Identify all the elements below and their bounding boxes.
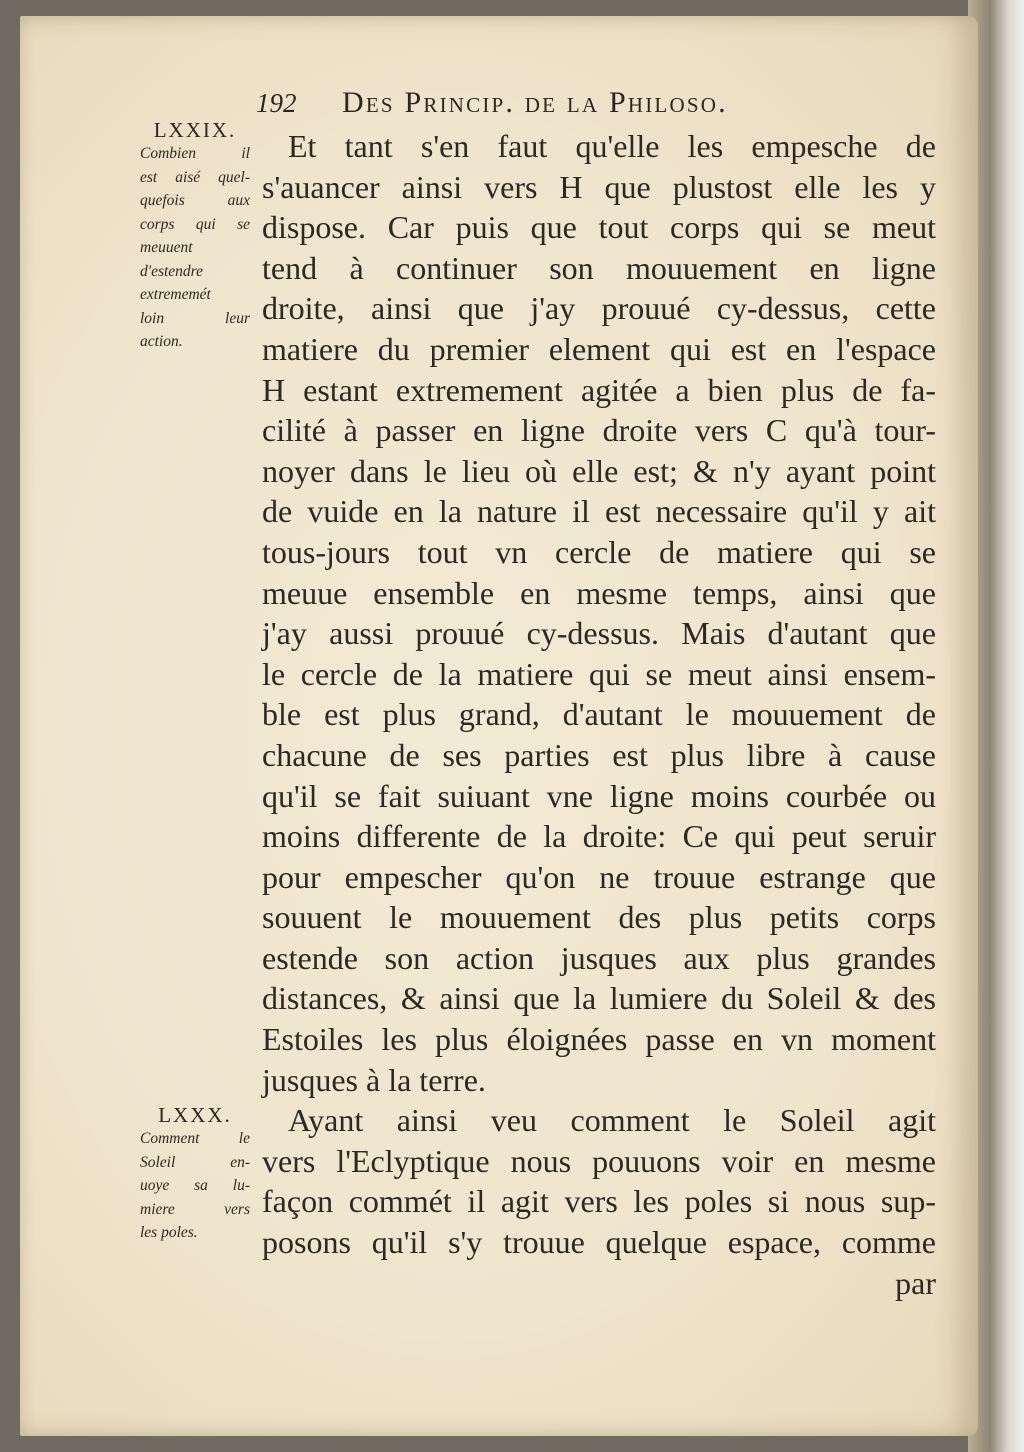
text-line: cilité à passer en ligne droite vers C qu'à tour-	[262, 412, 936, 449]
text-line: souuent le mouuement des plus petits corps	[262, 899, 936, 936]
text-line: qu'il se fait suiuant vne ligne moins courbée ou	[262, 777, 936, 814]
text-line: vers l'Eclyptique nous pouuons voir en mesme	[262, 1142, 936, 1179]
text-line: chacune de ses parties est plus libre à cause	[262, 736, 936, 773]
margin-note-line: extrememét	[140, 286, 211, 303]
margin-note	[140, 1103, 250, 1245]
margin-note-line: est aisé quel-	[140, 168, 250, 186]
text-line: tous-jours tout vn cercle de matiere qui se	[262, 533, 936, 570]
margin-note-line: les poles.	[140, 1224, 198, 1241]
text-line: de vuide en la nature il est necessaire qu'il y ait	[262, 493, 936, 530]
text-line: Estoiles les plus éloignées passe en vn moment	[262, 1021, 936, 1058]
margin-note-number: LXXIX.	[153, 118, 237, 142]
margin-note-line: meuuent	[140, 239, 193, 256]
text-line: façon commét il agit vers les poles si nous sup-	[262, 1183, 936, 1220]
margin-note-line: loin leur	[140, 309, 250, 327]
margin-note-line: Comment le	[140, 1130, 250, 1147]
text-line: le cercle de la matiere qui se meut ainsi ensem-	[262, 655, 936, 692]
text-line: j'ay aussi prouué cy-dessus. Mais d'autant que	[262, 615, 936, 652]
margin-note-number: LXXX.	[158, 1103, 232, 1127]
text-line: Et tant s'en faut qu'elle les empesche de	[288, 128, 936, 164]
margin-note-line: uoye sa lu-	[140, 1177, 250, 1194]
margin-note-line: corps qui se	[140, 215, 250, 233]
margin-note-line: Soleil en-	[140, 1153, 250, 1171]
text-line: H estant extremement agitée a bien plus de fa-	[262, 371, 936, 408]
text-line: jusques à la terre.	[262, 1061, 486, 1098]
text-line: meuue ensemble en mesme temps, ainsi que	[262, 574, 936, 611]
text-line: moins differente de la droite: Ce qui peut seruir	[262, 818, 936, 855]
text-line: noyer dans le lieu où elle est; & n'y ayant point	[262, 452, 936, 489]
main-text	[262, 126, 936, 1303]
margin-note	[140, 118, 250, 354]
text-line: ble est plus grand, d'autant le mouuement de	[262, 696, 936, 733]
text-line: posons qu'il s'y trouue quelque espace, comme	[262, 1224, 936, 1261]
text-line: droite, ainsi que j'ay prouué cy-dessus, cette	[262, 290, 936, 327]
margin-note-line: action.	[140, 333, 183, 350]
text-line: Ayant ainsi veu comment le Soleil agit	[288, 1102, 936, 1139]
text-line: pour empescher qu'on ne trouue estrange que	[262, 858, 936, 895]
running-title: Des Princip. de la Philoso.	[342, 86, 728, 119]
text-line: matiere du premier element qui est en l'espace	[262, 330, 936, 367]
text-line: estende son action jusques aux plus grandes	[262, 939, 936, 976]
margin-note-line: miere vers	[140, 1200, 250, 1218]
text-line: distances, & ainsi que la lumiere du Soleil & des	[262, 980, 936, 1017]
page-number: 192	[256, 88, 297, 118]
margin-note-line: Combien il	[140, 145, 250, 162]
text-line: tend à continuer son mouuement en ligne	[262, 249, 936, 286]
text-line: dispose. Car puis que tout corps qui se meut	[262, 209, 936, 246]
margin-note-line: d'estendre	[140, 262, 203, 280]
margin-note-line: quefois aux	[140, 192, 250, 209]
catchword: par	[895, 1264, 936, 1301]
text-line: s'auancer ainsi vers H que plustost elle les y	[262, 168, 936, 205]
page-header	[256, 86, 936, 126]
